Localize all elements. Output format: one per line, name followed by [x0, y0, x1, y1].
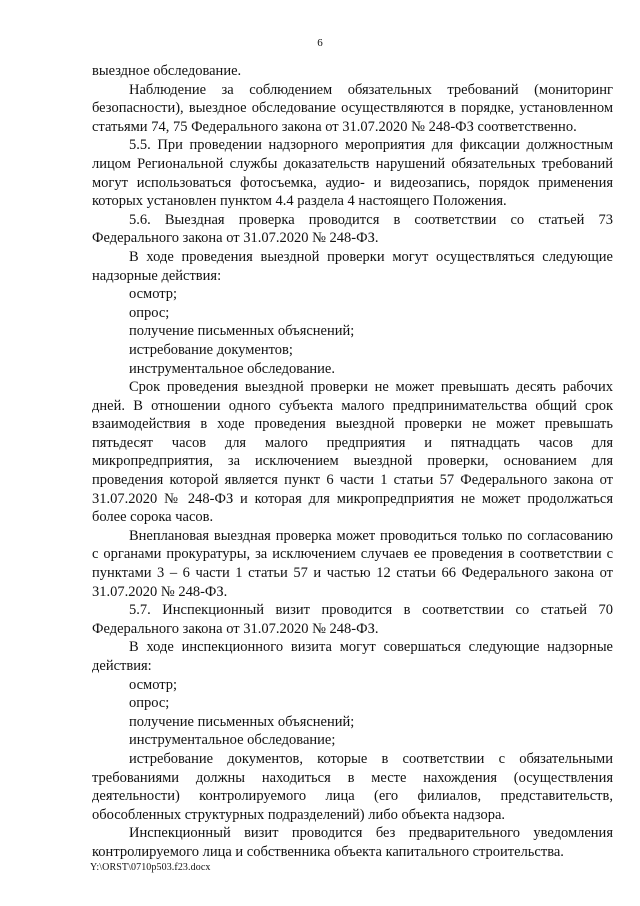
list-item: получение письменных объяснений; [129, 713, 355, 730]
paragraph: выездное обследование. [92, 63, 242, 79]
document-body [92, 62, 613, 862]
paragraph: В ходе инспекционного визита могут совершаться следующие надзорные действия: [92, 639, 613, 674]
list-item: опрос; [129, 304, 170, 321]
paragraph: 5.7. Инспекционный визит проводится в соответствии со статьей 70 Федерального закона от 31.07.2020 № 248-ФЗ. [92, 602, 613, 637]
list-item: истребование документов, которые в соответствии с обязательными требованиями должны находиться в месте нахождения (осуществления деятельности) контролируемого лица (его филиалов, представительств, обособленных структурных подразделений) либо объекта надзора. [92, 750, 613, 823]
paragraph: Инспекционный визит проводится без предварительного уведомления контролируемого лица и собственника объекта капитального строительства. [92, 825, 613, 860]
list-item: получение письменных объяснений; [129, 323, 355, 340]
list-item: осмотр; [129, 286, 178, 303]
paragraph: В ходе проведения выездной проверки могут осуществляться следующие надзорные действия: [92, 248, 613, 284]
paragraph: Внеплановая выездная проверка может проводиться только по согласованию с органами прокуратуры, за исключением случаев ее проведения в соответствии с пунктами 3 – 6 части 1 статьи 57 и частью 12 статьи 66 Федерального закона от 31.07.2020 № 248-ФЗ. [92, 527, 613, 600]
paragraph: 5.5. При проведении надзорного мероприятия для фиксации должностным лицом Региональной службы доказательств нарушений обязательных требований могут использоваться фотосъемка, аудио- и видеозапись, порядок применения которых установлен пунктом 4.4 раздела 4 настоящего Положения. [92, 137, 613, 210]
paragraph: 5.6. Выездная проверка проводится в соответствии со статьей 73 Федерального закона от 31.07.2020 № 248-ФЗ. [92, 211, 613, 247]
list-item: истребование документов; [129, 341, 293, 358]
paragraph: Наблюдение за соблюдением обязательных требований (мониторинг безопасности), выездное обследование осуществляются в порядке, установленном статьями 74, 75 Федерального закона от 31.07.2020 № 248-ФЗ соответственно. [92, 81, 613, 135]
footer-file-path: Y:\ORST\0710p503.f23.docx [90, 862, 211, 873]
paragraph: Срок проведения выездной проверки не может превышать десять рабочих дней. В отношении одного субъекта малого предпринимательства общий срок взаимодействия в ходе проведения выездной проверки не может превышать пятьдесят часов для малого предприятия и пятнадцать часов для микропредприятия, за исключением выездной проверки, основанием для проведения которой является пункт 6 части 1 статьи 57 Федерального закона от 31.07.2020 № 248-ФЗ и которая для микропредприятия не может продолжаться более сорока часов. [92, 379, 613, 526]
page-number: 6 [317, 37, 323, 49]
list-item: опрос; [129, 695, 170, 712]
list-item: инструментальное обследование. [129, 360, 335, 377]
list-item: осмотр; [129, 676, 178, 693]
list-item: инструментальное обследование; [129, 732, 336, 749]
